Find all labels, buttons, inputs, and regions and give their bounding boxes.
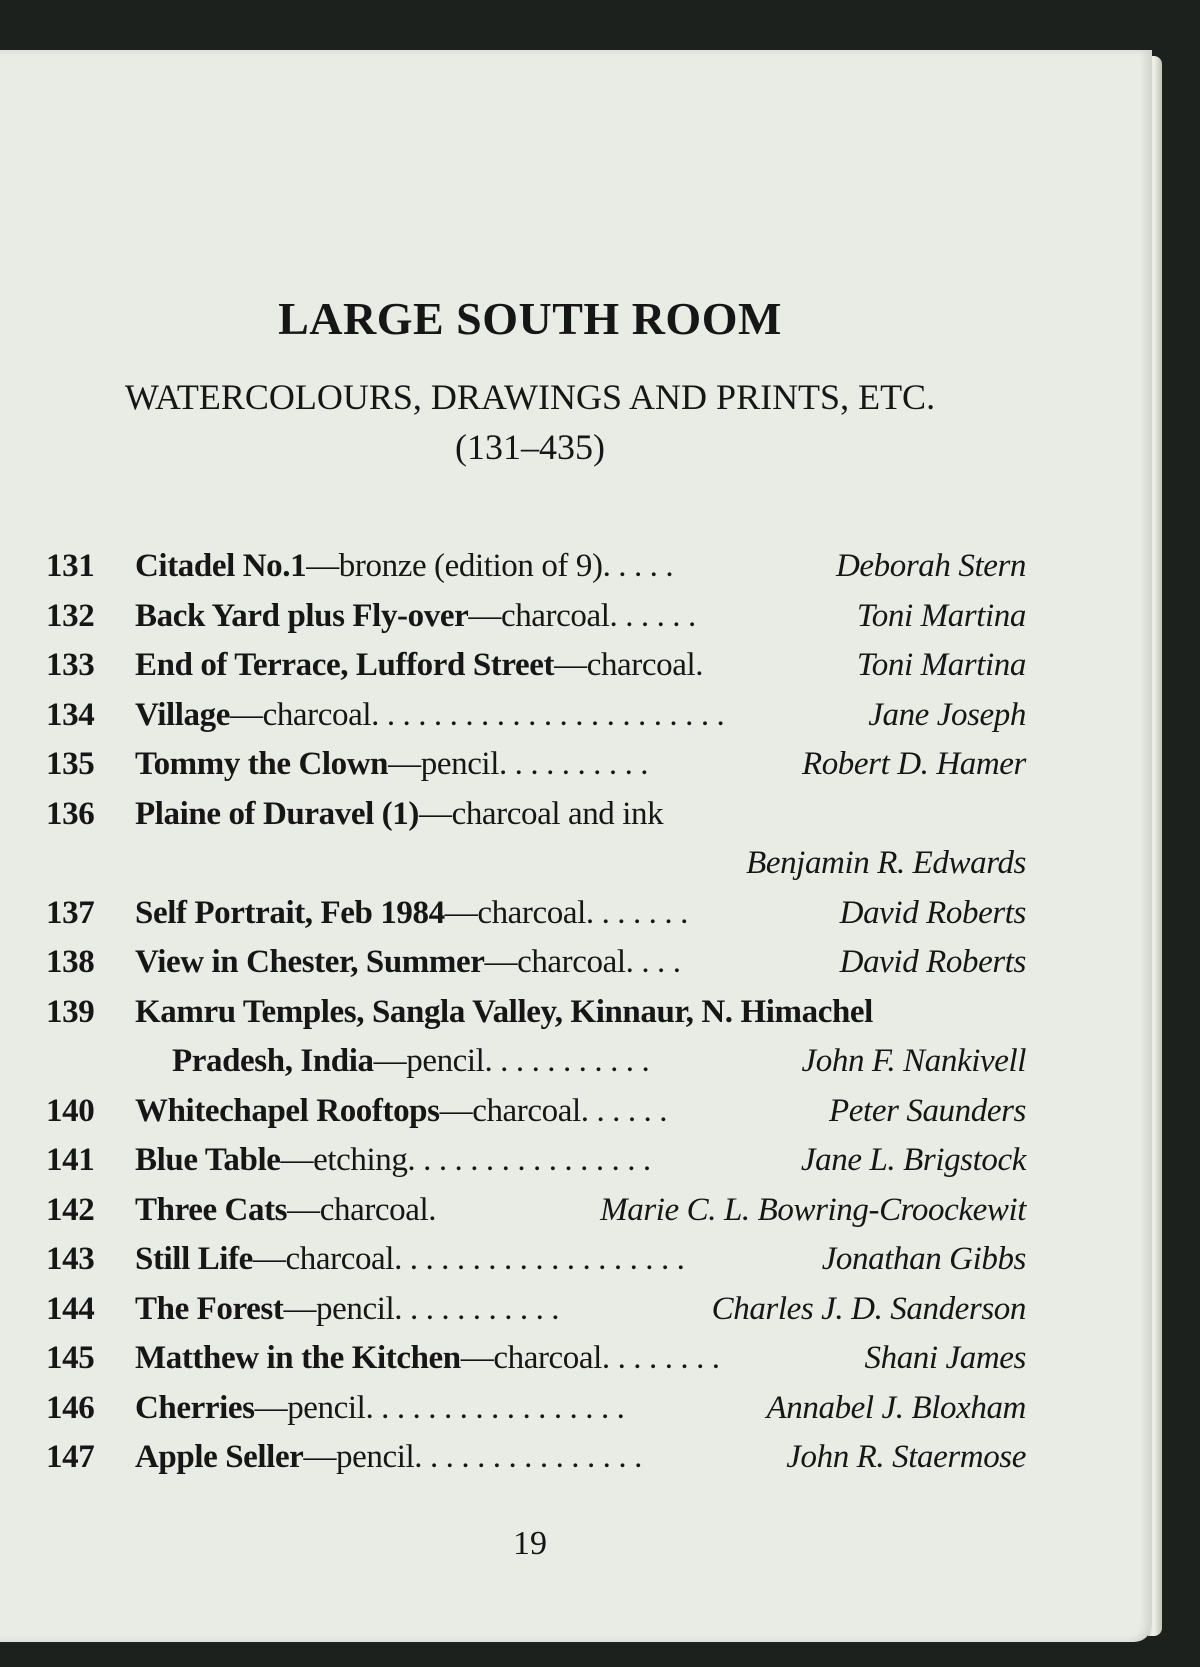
entry-description bbox=[135, 697, 724, 734]
entry-description bbox=[135, 994, 873, 1031]
room-title: LARGE SOUTH ROOM bbox=[278, 293, 782, 344]
entry-artist: Toni Martina bbox=[856, 597, 1026, 634]
entry-leader-dots: . . . . . . . . . . . . . . . . . . . . . . . bbox=[371, 696, 725, 733]
entry-title: Blue Table bbox=[135, 1142, 281, 1178]
entry-title: Tommy the Clown bbox=[135, 746, 389, 782]
entry-medium: —charcoal bbox=[252, 1241, 395, 1277]
entry-title: Kamru Temples, Sangla Valley, Kinnaur, N. Himachel bbox=[135, 993, 873, 1030]
entry-medium: —charcoal. bbox=[287, 1191, 437, 1228]
entry-description bbox=[135, 1142, 651, 1179]
catalogue-entry bbox=[46, 1291, 1026, 1341]
entry-artist: David Roberts bbox=[839, 894, 1026, 931]
section-subtitle: WATERCOLOURS, DRAWINGS AND PRINTS, ETC. bbox=[124, 377, 936, 417]
entry-leader-dots: . . . . . . . . . . . bbox=[394, 1290, 560, 1327]
catalogue-entry bbox=[46, 1340, 1026, 1390]
entry-artist: John F. Nankivell bbox=[801, 1043, 1026, 1079]
catalogue-entry bbox=[46, 1390, 1026, 1440]
catalogue-entry bbox=[46, 994, 1026, 1044]
entry-description bbox=[135, 1192, 436, 1229]
entry-artist: Robert D. Hamer bbox=[801, 746, 1026, 782]
entry-description bbox=[135, 895, 688, 932]
catalogue-entry bbox=[46, 845, 1026, 895]
entry-leader-dots: . . . . . . . . . . . . . . . bbox=[414, 1439, 642, 1475]
entry-title: Plaine of Duravel (1) bbox=[135, 795, 419, 832]
entry-number: 140 bbox=[46, 1092, 95, 1129]
entry-leader-dots: . . . . . . bbox=[609, 597, 696, 634]
catalogue-range: (131–435) bbox=[455, 427, 605, 467]
entry-medium: —bronze (edition of 9) bbox=[306, 548, 603, 584]
entry-leader-dots: . . . . . bbox=[602, 548, 674, 584]
entry-title: End of Terrace, Lufford Street bbox=[135, 647, 555, 683]
entry-number: 143 bbox=[46, 1241, 95, 1277]
entry-artist: Toni Martina bbox=[856, 647, 1026, 683]
entry-artist: Marie C. L. Bowring-Croockewit bbox=[600, 1191, 1026, 1228]
entry-leader-dots: . . . . . . bbox=[580, 1092, 668, 1129]
entry-artist: John R. Staermose bbox=[786, 1439, 1026, 1475]
entry-title: Cherries bbox=[135, 1389, 255, 1426]
entry-title: Matthew in the Kitchen bbox=[135, 1340, 461, 1376]
entry-artist: Jane L. Brigstock bbox=[800, 1142, 1026, 1178]
catalogue-entry bbox=[46, 1093, 1026, 1143]
entry-description bbox=[135, 1340, 720, 1377]
entry-medium: —charcoal bbox=[468, 597, 610, 634]
entry-description bbox=[135, 796, 663, 833]
entry-title: Three Cats bbox=[135, 1191, 288, 1228]
catalogue-entry bbox=[46, 647, 1026, 697]
entry-leader-dots: . . . . bbox=[625, 944, 681, 980]
entry-number: 142 bbox=[46, 1191, 95, 1228]
catalogue-entry bbox=[46, 1043, 1026, 1093]
entry-description bbox=[135, 647, 703, 684]
entry-description bbox=[135, 548, 673, 585]
entry-leader-dots: . . . . . . . . . . bbox=[498, 746, 649, 782]
entry-leader-dots: . . . . . . . . bbox=[601, 1340, 720, 1376]
entry-number: 145 bbox=[46, 1340, 95, 1376]
entry-leader-dots: . . . . . . . . . . . . . . . . bbox=[407, 1142, 651, 1178]
entry-medium: —charcoal and ink bbox=[418, 795, 664, 832]
entry-leader-dots: . . . . . . . . . . . . . . . . . . . bbox=[394, 1241, 685, 1277]
entry-title: Self Portrait, Feb 1984 bbox=[135, 894, 445, 931]
entry-title: Apple Seller bbox=[135, 1439, 304, 1475]
catalogue-entry bbox=[46, 796, 1026, 846]
catalogue-entry bbox=[46, 1439, 1026, 1489]
catalogue-entry bbox=[46, 598, 1026, 648]
entry-description bbox=[135, 598, 696, 635]
entry-medium: —charcoal bbox=[229, 696, 372, 733]
catalogue-entry bbox=[46, 1241, 1026, 1291]
entry-artist: David Roberts bbox=[839, 944, 1026, 980]
entry-artist: Charles J. D. Sanderson bbox=[711, 1290, 1026, 1327]
entry-medium: —charcoal bbox=[439, 1092, 581, 1129]
entry-number: 146 bbox=[46, 1389, 95, 1426]
entry-artist: Deborah Stern bbox=[835, 548, 1026, 584]
entry-description bbox=[135, 1241, 685, 1278]
entry-leader-dots: . . . . . . . bbox=[585, 894, 688, 931]
entry-artist: Shani James bbox=[864, 1340, 1026, 1376]
catalogue-entry bbox=[46, 1142, 1026, 1192]
entry-title: The Forest bbox=[135, 1290, 284, 1327]
entry-artist: Jonathan Gibbs bbox=[821, 1241, 1026, 1277]
entry-medium: —etching bbox=[280, 1142, 408, 1178]
entry-number: 139 bbox=[46, 993, 95, 1030]
catalogue-entries bbox=[46, 548, 1026, 1489]
page-number: 19 bbox=[513, 1525, 547, 1562]
entry-medium: —charcoal bbox=[484, 944, 626, 980]
entry-medium: —pencil bbox=[303, 1439, 415, 1475]
entry-number: 144 bbox=[46, 1290, 95, 1327]
entry-title: Pradesh, India bbox=[172, 1043, 374, 1079]
entry-description bbox=[135, 1093, 667, 1130]
entry-number: 138 bbox=[46, 944, 95, 980]
catalogue-entry bbox=[46, 548, 1026, 598]
entry-number: 135 bbox=[46, 746, 95, 782]
entry-medium: —pencil bbox=[388, 746, 499, 782]
entry-description bbox=[135, 1390, 625, 1427]
entry-title: Village bbox=[135, 696, 230, 733]
entry-leader-dots: . . . . . . . . . . . bbox=[484, 1043, 650, 1079]
entry-leader-dots: . . . . . . . . . . . . . . . . . bbox=[365, 1389, 625, 1426]
entry-number: 134 bbox=[46, 696, 95, 733]
entry-number: 132 bbox=[46, 597, 95, 634]
entry-number: 131 bbox=[46, 548, 95, 584]
catalogue-entry bbox=[46, 1192, 1026, 1242]
entry-number: 136 bbox=[46, 795, 95, 832]
entry-number: 147 bbox=[46, 1439, 95, 1475]
entry-medium: —charcoal bbox=[460, 1340, 602, 1376]
entry-description bbox=[135, 746, 648, 783]
entry-medium: —charcoal bbox=[444, 894, 586, 931]
catalogue-entry bbox=[46, 895, 1026, 945]
entry-description bbox=[135, 1291, 559, 1328]
entry-description bbox=[172, 1043, 649, 1080]
catalogue-entry bbox=[46, 746, 1026, 796]
entry-title: Whitechapel Rooftops bbox=[135, 1092, 440, 1129]
entry-artist: Annabel J. Bloxham bbox=[766, 1389, 1026, 1426]
entry-title: Citadel No.1 bbox=[135, 548, 307, 584]
entry-title: Still Life bbox=[135, 1241, 253, 1277]
entry-number: 137 bbox=[46, 894, 95, 931]
entry-artist: Benjamin R. Edwards bbox=[746, 845, 1026, 881]
entry-medium: —pencil bbox=[373, 1043, 485, 1079]
entry-artist: Jane Joseph bbox=[868, 696, 1026, 733]
catalogue-entry bbox=[46, 697, 1026, 747]
entry-description bbox=[135, 1439, 642, 1476]
catalogue-entry bbox=[46, 944, 1026, 994]
entry-medium: —pencil bbox=[283, 1290, 395, 1327]
entry-artist: Peter Saunders bbox=[829, 1092, 1026, 1129]
entry-title: Back Yard plus Fly-over bbox=[135, 597, 469, 634]
entry-description bbox=[135, 944, 681, 981]
entry-title: View in Chester, Summer bbox=[135, 944, 485, 980]
entry-medium: —charcoal. bbox=[554, 647, 704, 683]
entry-number: 141 bbox=[46, 1142, 95, 1178]
entry-number: 133 bbox=[46, 647, 95, 683]
entry-medium: —pencil bbox=[254, 1389, 366, 1426]
